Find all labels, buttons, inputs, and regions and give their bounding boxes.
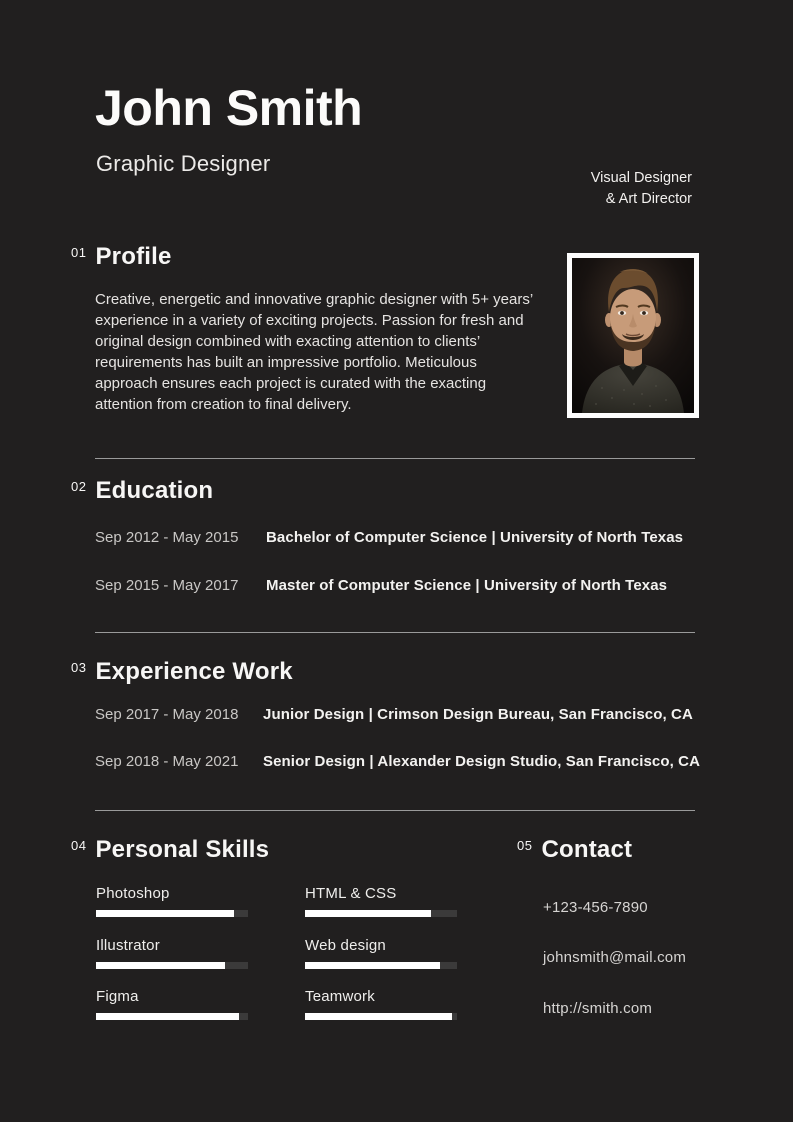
- skill-progress-fill: [305, 1013, 452, 1020]
- skill-progress-bar: [305, 910, 457, 917]
- skill-label: Photoshop: [96, 885, 170, 902]
- skill-progress-bar: [96, 910, 248, 917]
- skill-progress-bar: [96, 1013, 248, 1020]
- contact-section-title: Contact: [541, 836, 633, 863]
- education-row-date: Sep 2012 - May 2015: [95, 529, 239, 546]
- experience-section-title: Experience Work: [95, 658, 293, 685]
- skill-label: Illustrator: [96, 937, 160, 954]
- skill-label: HTML & CSS: [305, 885, 397, 902]
- portrait-photo-illustration: [572, 258, 694, 413]
- skills-section-title: Personal Skills: [95, 836, 270, 863]
- skill-progress-bar: [305, 962, 457, 969]
- contact-section-heading: [517, 837, 632, 863]
- profile-section-heading: [71, 244, 172, 270]
- tagline-line-1: Visual Designer: [590, 170, 692, 186]
- contact-section-number: 05: [517, 838, 533, 853]
- skill-progress-fill: [96, 910, 234, 917]
- experience-row-date: Sep 2018 - May 2021: [95, 753, 239, 770]
- skill-label: Teamwork: [305, 988, 375, 1005]
- tagline-line-2: & Art Director: [605, 191, 692, 207]
- education-section-number: 02: [71, 479, 87, 494]
- profile-section-title: Profile: [95, 243, 172, 270]
- person-name: John Smith: [95, 80, 363, 136]
- experience-section-heading: [71, 659, 293, 685]
- section-divider: [95, 458, 695, 459]
- contact-phone: +123-456-7890: [543, 899, 648, 916]
- experience-row-detail: Junior Design | Crimson Design Bureau, San Francisco, CA: [263, 706, 693, 723]
- contact-website: http://smith.com: [543, 1000, 653, 1017]
- experience-row-detail: Senior Design | Alexander Design Studio, San Francisco, CA: [263, 753, 701, 770]
- education-row-detail: Master of Computer Science | University of North Texas: [266, 577, 668, 594]
- education-row-date: Sep 2015 - May 2017: [95, 577, 239, 594]
- skill-progress-fill: [305, 910, 431, 917]
- portrait-photo: [567, 253, 699, 418]
- tagline: [591, 168, 692, 210]
- experience-section-number: 03: [71, 660, 87, 675]
- experience-row-date: Sep 2017 - May 2018: [95, 706, 239, 723]
- skill-progress-fill: [305, 962, 440, 969]
- skills-section-heading: [71, 837, 269, 863]
- skill-progress-fill: [96, 1013, 239, 1020]
- section-divider: [95, 632, 695, 633]
- skill-label: Figma: [96, 988, 139, 1005]
- contact-email: johnsmith@mail.com: [543, 949, 687, 966]
- profile-summary-text: Creative, energetic and innovative graphic designer with 5+ years’ experience in a variety of exciting projects. Passion for fresh and original design combined with exacting attention to clients’ requirements has built an impressive portfolio. Meticulous approach ensures each project is curated with the exacting attention from creation to final delivery.: [95, 291, 533, 413]
- skill-progress-bar: [96, 962, 248, 969]
- skills-section-number: 04: [71, 838, 87, 853]
- person-job-title: Graphic Designer: [96, 151, 271, 176]
- education-section-title: Education: [95, 477, 214, 504]
- skill-progress-fill: [96, 962, 225, 969]
- skill-progress-bar: [305, 1013, 457, 1020]
- skill-label: Web design: [305, 937, 386, 954]
- education-row-detail: Bachelor of Computer Science | University of North Texas: [266, 529, 684, 546]
- section-divider: [95, 810, 695, 811]
- education-section-heading: [71, 478, 213, 504]
- profile-section-number: 01: [71, 245, 87, 260]
